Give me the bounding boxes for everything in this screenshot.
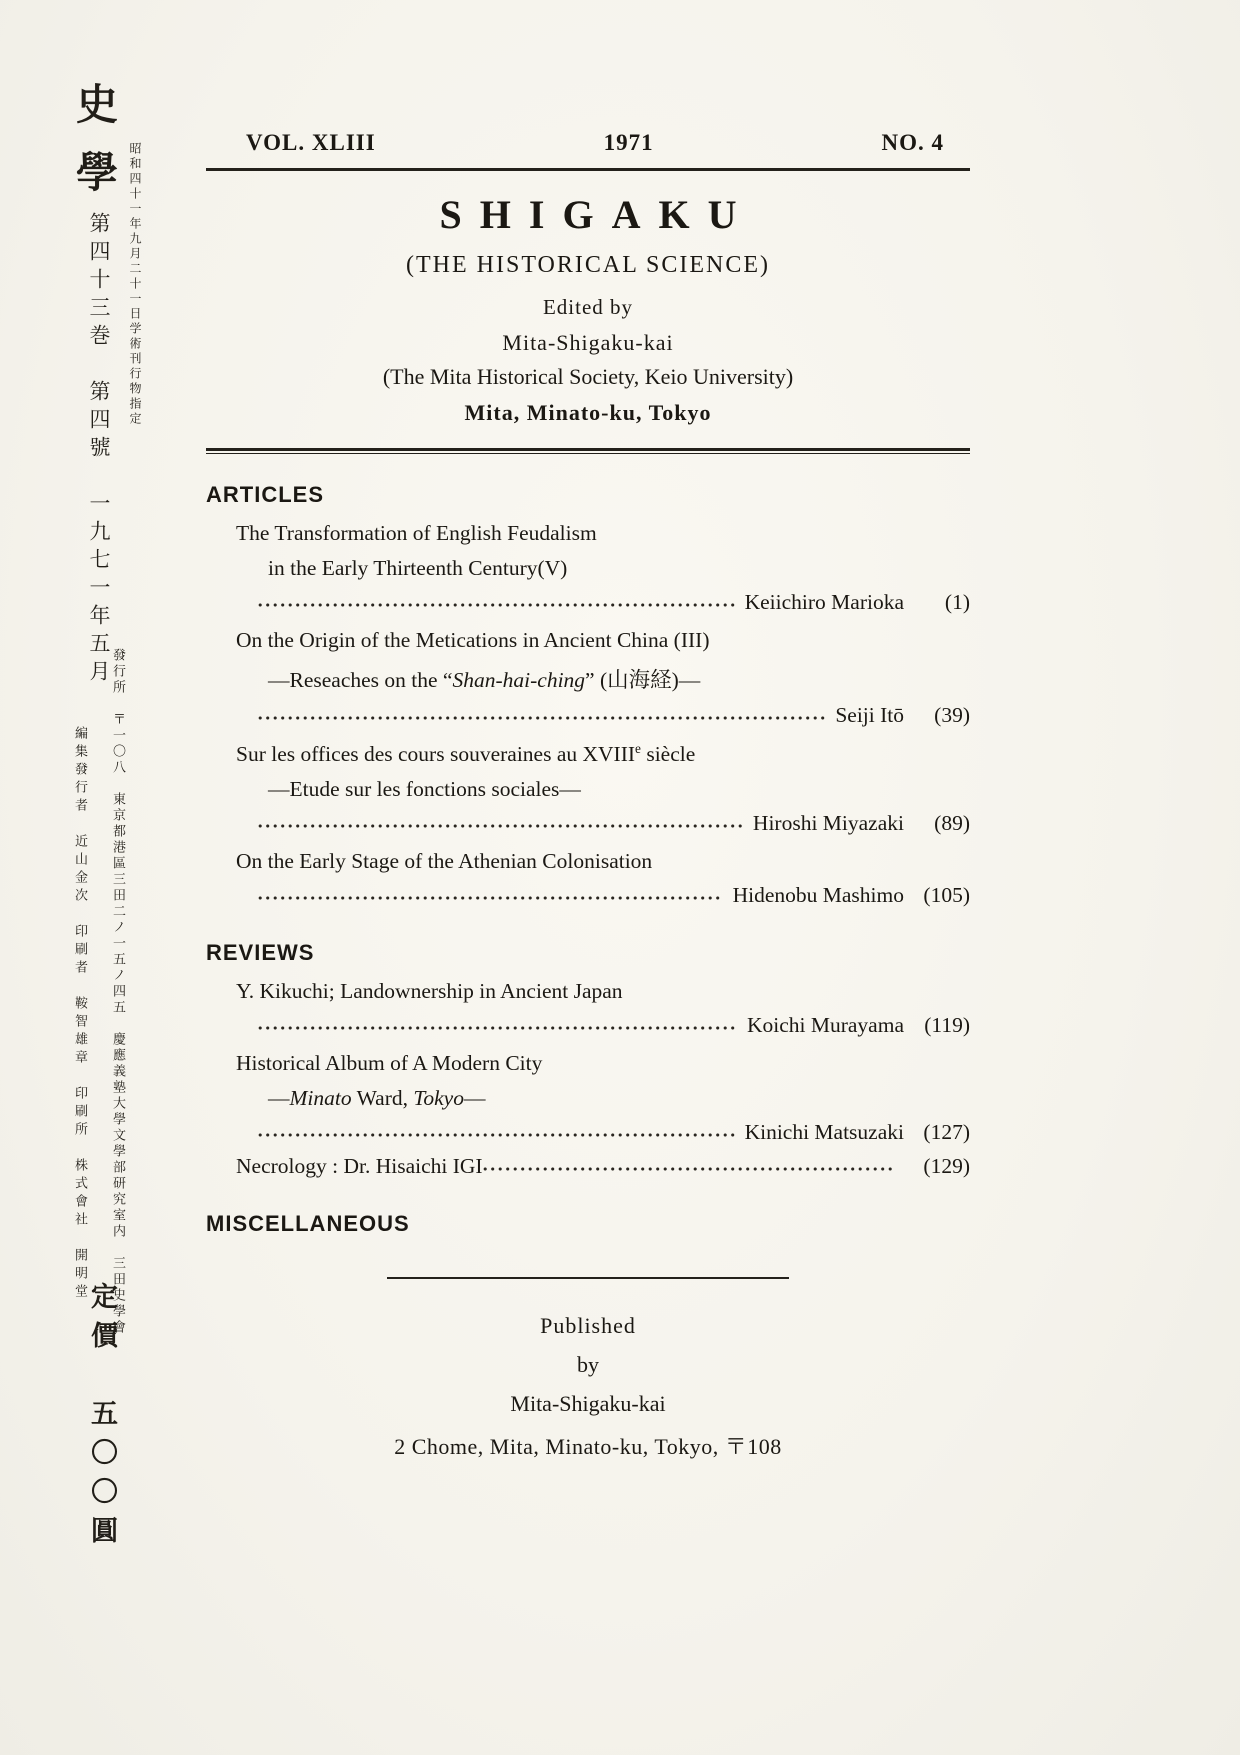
article-author: Seiji Itō — [835, 703, 904, 727]
journal-title-vertical: 史學 — [70, 82, 119, 218]
article-title-line: The Transformation of English Feudalism — [236, 521, 597, 545]
review-title-line2 — [206, 1086, 970, 1111]
volume-issue-date-vertical: 第四十三巻 第四號 一九七一年五月 — [87, 212, 111, 688]
publication-designation-vertical: 昭和四十一年九月二十一日学術刊行物指定 — [128, 142, 142, 427]
article-leader-row — [206, 703, 970, 728]
article-page-number: (1) — [944, 590, 970, 614]
miscellaneous-heading: MISCELLANEOUS — [206, 1211, 410, 1237]
toc-entry — [206, 979, 970, 1038]
dot-leader — [258, 1024, 737, 1032]
dot-leader — [258, 894, 723, 902]
toc-entry — [206, 628, 970, 728]
article-page-number: (89) — [934, 811, 970, 836]
necrology-title: Necrology : Dr. Hisaichi IGI — [236, 1154, 483, 1179]
society-address: Mita, Minato-ku, Tokyo — [464, 400, 712, 425]
article-title-line: On the Early Stage of the Athenian Colonisation — [236, 849, 653, 874]
review-page-number: (119) — [924, 1013, 970, 1038]
subtitle-prefix: —Reseaches on the “ — [268, 668, 453, 692]
reviews-heading: REVIEWS — [206, 940, 315, 966]
subtitle-suffix: ” (山海経)— — [585, 668, 701, 692]
review-leader-row — [206, 1120, 970, 1145]
edited-by-label: Edited by — [542, 295, 634, 319]
necrology-row — [206, 1154, 970, 1179]
article-leader-row — [206, 811, 970, 836]
top-rule — [206, 168, 970, 171]
review-author: Koichi Murayama — [746, 1013, 904, 1038]
subtitle-italic: Shan-hai-ching — [452, 668, 586, 692]
toc-entry — [206, 741, 970, 836]
volume-label: VOL. XLIII — [246, 130, 376, 155]
article-author: Hidenobu Mashimo — [732, 883, 904, 908]
issue-number-label: NO. 4 — [881, 130, 944, 155]
article-page-number: (105) — [923, 883, 970, 908]
by-label: by — [577, 1352, 599, 1378]
articles-heading: ARTICLES — [206, 482, 324, 507]
editor-printer-vertical: 編集發行者 近山金次 印刷者 鞍智雄章 印刷所 株式會社 開明堂 — [72, 726, 87, 1302]
price-vertical: 定價 五〇〇圓 — [86, 1282, 117, 1555]
dot-leader — [258, 1131, 735, 1139]
main-column — [206, 130, 970, 1461]
article-leader-row — [206, 883, 970, 908]
review-title-line: Y. Kikuchi; Landownership in Ancient Japan — [236, 979, 623, 1004]
review-title-line: Historical Album of A Modern City — [236, 1051, 543, 1076]
title-suffix: siècle — [640, 742, 696, 767]
review-leader-row — [206, 1013, 970, 1038]
subtitle-dash: — — [268, 1086, 290, 1111]
issue-header-row — [206, 130, 970, 156]
toc-entry — [206, 849, 970, 908]
toc-entry — [206, 1154, 970, 1179]
review-author: Kinichi Matsuzaki — [744, 1120, 904, 1145]
published-label: Published — [540, 1313, 636, 1339]
footer-rule — [387, 1277, 789, 1279]
subtitle-dash2: — — [463, 1086, 486, 1111]
article-author: Hiroshi Miyazaki — [752, 811, 904, 836]
imprint-block — [206, 1313, 970, 1461]
dot-leader — [258, 714, 825, 722]
editor-name: Mita-Shigaku-kai — [502, 330, 674, 355]
masthead — [206, 191, 970, 426]
article-author: Keiichiro Marioka — [744, 590, 904, 614]
article-leader-row — [206, 590, 970, 615]
double-rule — [206, 448, 970, 454]
year-label: 1971 — [603, 130, 654, 155]
article-title-line2: in the Early Thirteenth Century(V) — [268, 556, 568, 580]
article-title-line: On the Origin of the Metications in Ancient China (III) — [236, 628, 710, 652]
society-name: (The Mita Historical Society, Keio University) — [382, 364, 794, 389]
dot-leader — [483, 1165, 894, 1173]
article-title-line2 — [206, 663, 970, 694]
journal-title: SHIGAKU — [439, 192, 755, 237]
article-page-number: (39) — [934, 703, 970, 727]
necrology-page-number: (129) — [923, 1154, 970, 1179]
publisher-address-vertical: 發行所 〒一〇八 東京都港區三田二ノ一五ノ四五 慶應義塾大學文學部研究室内 三田史學會 — [110, 648, 125, 1336]
title-superscript: e — [635, 741, 641, 756]
article-title-line2: —Etude sur les fonctions sociales— — [268, 777, 581, 802]
journal-subtitle: (THE HISTORICAL SCIENCE) — [406, 252, 770, 278]
subtitle-middle: Ward, — [351, 1086, 414, 1111]
article-title-line — [206, 741, 970, 767]
dot-leader — [258, 822, 743, 830]
subtitle-italic2: Tokyo — [413, 1086, 464, 1111]
subtitle-italic: Minato — [289, 1086, 352, 1111]
publisher-address: 2 Chome, Mita, Minato-ku, Tokyo, 〒108 — [394, 1434, 782, 1460]
toc-entry — [206, 1051, 970, 1145]
toc-entry — [206, 521, 970, 615]
review-page-number: (127) — [923, 1120, 970, 1145]
dot-leader — [258, 601, 735, 609]
publisher-name: Mita-Shigaku-kai — [510, 1391, 666, 1417]
title-prefix: Sur les offices des cours souveraines au XVIII — [236, 742, 636, 767]
